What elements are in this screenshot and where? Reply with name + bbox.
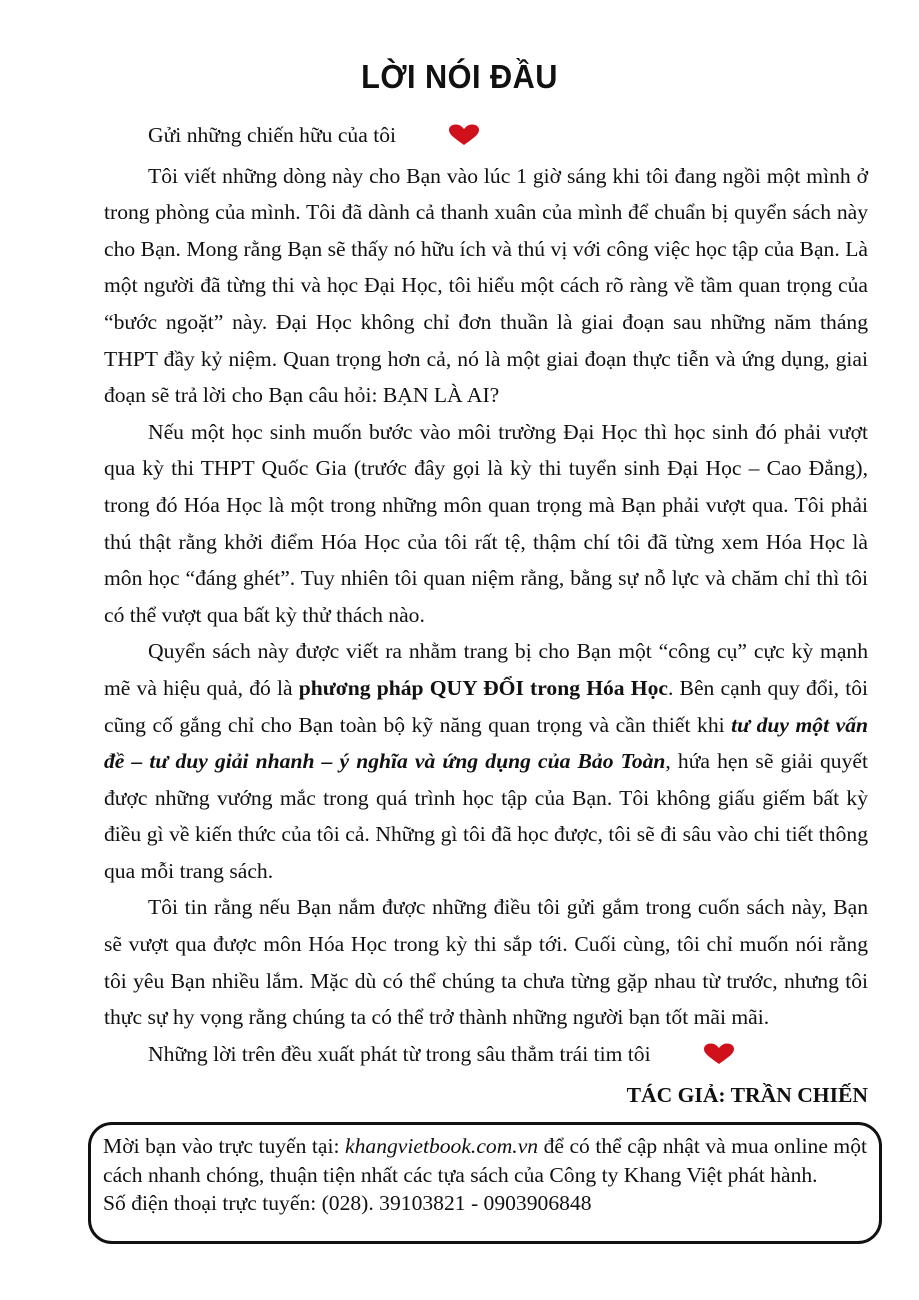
website-link[interactable]: khangvietbook.com.vn [345, 1134, 539, 1158]
paragraph-3 [104, 633, 868, 889]
closing-line [104, 1036, 868, 1077]
preface-body [104, 117, 868, 1113]
paragraph-3-part-a: Quyển sách này được viết ra nhằm trang bị cho Bạn một “công cụ” cực kỳ mạnh mẽ và hiệu quả, đó là [104, 639, 868, 700]
skills-highlight: tư duy một vấn đề – tư duy giải nhanh – ý nghĩa và ứng dụng của Bảo Toàn [104, 712, 868, 774]
heart-icon [659, 1040, 735, 1077]
author-signature: TÁC GIẢ: TRẦN CHIẾN [626, 1083, 868, 1108]
paragraph-3-part-c: , hứa hẹn sẽ giải quyết được những vướng mắc trong quá trình học tập của Bạn. Tôi không giấu giếm bất kỳ điều gì về kiến thức của tôi cả. Những gì tôi đã học được, tôi sẽ đi sâu vào chi tiết thông qua mỗi trang sách. [104, 749, 868, 883]
page-title: LỜI NÓI ĐẦU [361, 58, 558, 95]
phone-line: Số điện thoại trực tuyến: (028). 39103821 - 0903906848 [103, 1191, 592, 1215]
paragraph-2: Nếu một học sinh muốn bước vào môi trường Đại Học thì học sinh đó phải vượt qua kỳ thi THPT Quốc Gia (trước đây gọi là kỳ thi tuyển sinh Đại Học – Cao Đẳng), trong đó Hóa Học là một trong những môn quan trọng mà Bạn phải vượt qua. Tôi phải thú thật rằng khởi điểm Hóa Học của tôi rất tệ, thậm chí tôi đã từng xem Hóa Học là môn học “đáng ghét”. Tuy nhiên tôi quan niệm rằng, bằng sự nỗ lực và chăm chỉ thì tôi có thể vượt qua bất kỳ thử thách nào. [104, 419, 868, 627]
paragraph-4: Tôi tin rằng nếu Bạn nắm được những điều tôi gửi gắm trong cuốn sách này, Bạn sẽ vượt qua được môn Hóa Học trong kỳ thi sắp tới. Cuối cùng, tôi chỉ muốn nói rằng tôi yêu Bạn nhiều lắm. Mặc dù có thể chúng ta chưa từng gặp nhau từ trước, nhưng tôi thực sự hy vọng rằng chúng ta có thể trở thành những người bạn tốt mãi mãi. [104, 895, 868, 1030]
greeting-line [104, 117, 868, 158]
paragraph-1: Tôi viết những dòng này cho Bạn vào lúc 1 giờ sáng khi tôi đang ngồi một mình ở trong phòng của mình. Tôi đã dành cả thanh xuân của mình để chuẩn bị quyển sách này cho Bạn. Mong rằng Bạn sẽ thấy nó hữu ích và thú vị với công việc học tập của Bạn. Là một người đã từng thi và học Đại Học, tôi hiểu một cách rõ ràng về tầm quan trọng của “bước ngoặt” này. Đại Học không chỉ đơn thuần là giai đoạn sau những năm tháng THPT đầy kỷ niệm. Quan trọng hơn cả, nó là một giai đoạn thực tiễn và ứng dụng, giai đoạn sẽ trả lời cho Bạn câu hỏi: BẠN LÀ AI? [104, 163, 868, 408]
closing-text: Những lời trên đều xuất phát từ trong sâu thẳm trái tim tôi [148, 1041, 651, 1066]
info-intro: Mời bạn vào trực tuyến tại: [103, 1134, 346, 1158]
paragraph-3-part-b: . Bên cạnh quy đổi, tôi cũng cố gắng chỉ cho Bạn toàn bộ kỹ năng quan trọng và cần thiết khi [104, 675, 868, 737]
online-info-box [88, 1122, 882, 1244]
heart-icon [404, 121, 480, 158]
info-text [103, 1132, 867, 1189]
info-description: để có thể cập nhật và mua online một cách nhanh chóng, thuận tiện nhất các tựa sách của Công ty Khang Việt phát hành. [103, 1134, 868, 1187]
greeting-text: Gửi những chiến hữu của tôi [148, 123, 397, 147]
method-highlight: phương pháp QUY ĐỔI trong Hóa Học [298, 675, 668, 700]
